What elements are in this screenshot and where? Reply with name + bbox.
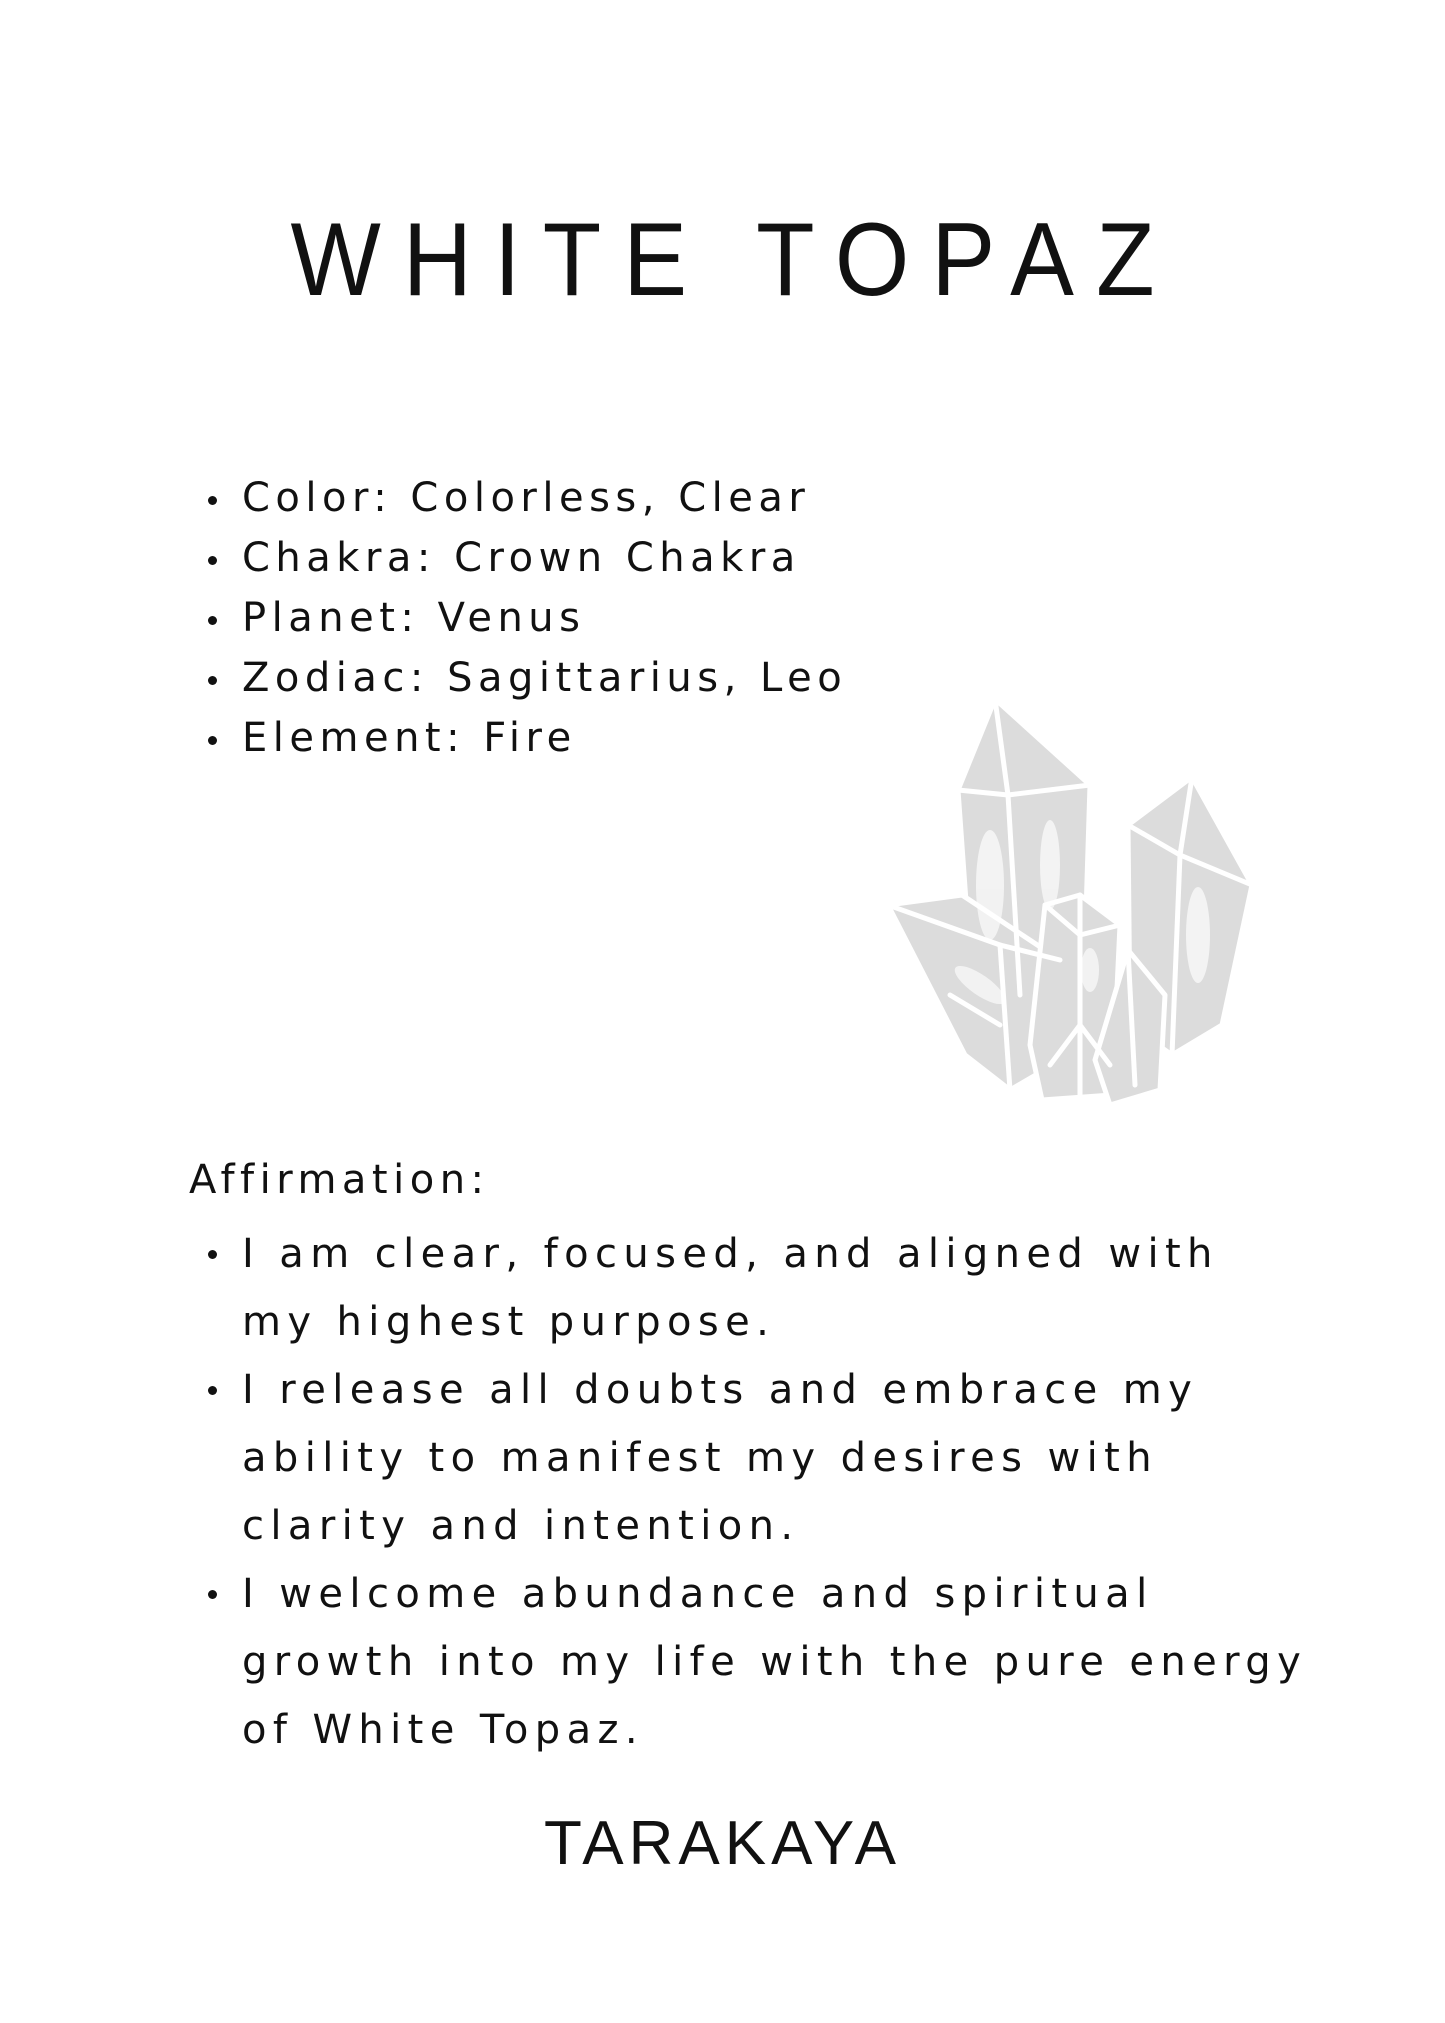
crystal-cluster-icon [880,695,1280,1115]
affirmation-heading: Affirmation: [189,1157,490,1203]
bullet-icon [208,1386,217,1395]
property-item [190,708,847,768]
property-text: Zodiac: Sagittarius, Leo [242,655,848,701]
property-item [190,528,847,588]
property-item [190,648,847,708]
bullet-icon [208,1590,217,1599]
property-item [190,588,847,648]
affirmation-list [190,1220,1310,1764]
affirmation-item [190,1356,1310,1560]
bullet-icon [208,676,217,685]
page-title: WHITE TOPAZ [290,202,1177,318]
affirmation-item [190,1560,1310,1764]
affirmation-text: I welcome abundance and spiritual growth into my life with the pure energy of White Topaz. [242,1571,1308,1753]
affirmation-text: I am clear, focused, and aligned with my highest purpose. [242,1231,1219,1345]
property-text: Element: Fire [242,715,577,761]
bullet-icon [208,1250,217,1259]
bullet-icon [208,496,217,505]
property-text: Planet: Venus [242,595,586,641]
affirmation-item [190,1220,1310,1356]
bullet-icon [208,736,217,745]
brand-name: TARAKAYA [544,1809,901,1878]
bullet-icon [208,556,217,565]
property-text: Color: Colorless, Clear [242,475,811,521]
property-item [190,468,847,528]
property-text: Chakra: Crown Chakra [242,535,801,581]
bullet-icon [208,616,217,625]
affirmation-text: I release all doubts and embrace my ability to manifest my desires with clarity and intention. [242,1367,1199,1549]
properties-list [190,468,847,768]
